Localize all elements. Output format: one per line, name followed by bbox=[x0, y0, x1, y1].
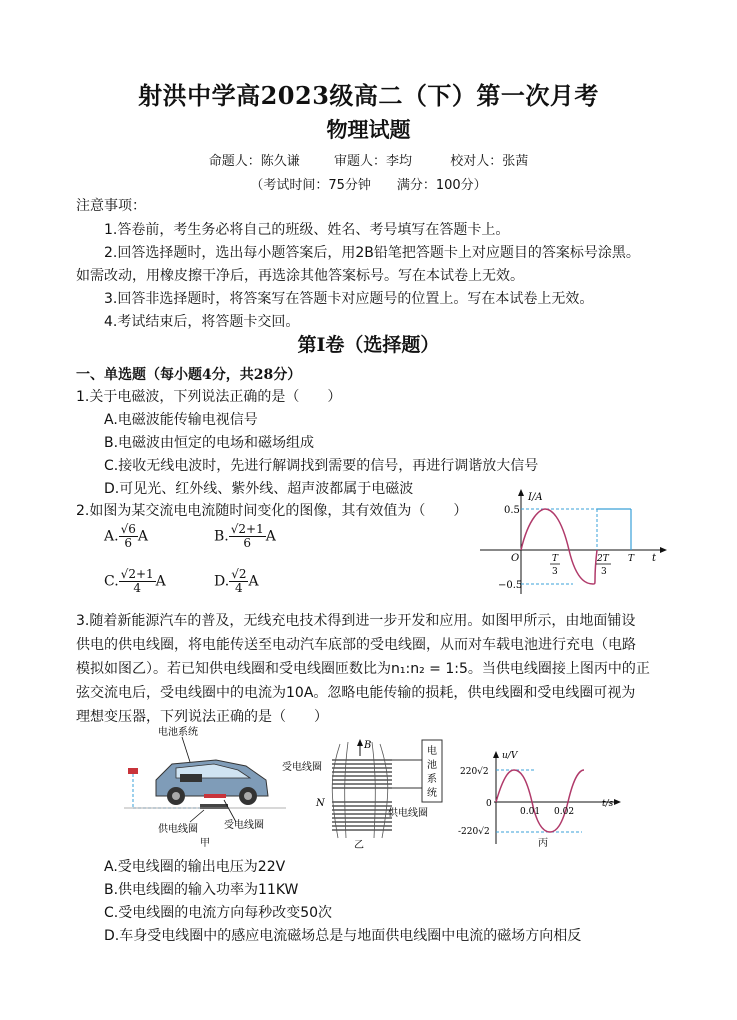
q2-stem: 2.如图为某交流电电流随时间变化的图像，其有效值为（ ） bbox=[76, 503, 468, 519]
bing-caption: 丙 bbox=[538, 838, 548, 849]
jia-receive-coil bbox=[204, 794, 226, 798]
q1-option-b: B.电磁波由恒定的电场和磁场组成 bbox=[104, 435, 315, 451]
bing-xlabel: t/s bbox=[602, 799, 614, 809]
q2-b-num: √2+1 bbox=[230, 522, 264, 536]
yi-battery-char-3: 系 bbox=[427, 774, 437, 785]
exam-title: 射洪中学高2023级高二（下）第一次月考 bbox=[138, 81, 599, 110]
q2-a-unit: A bbox=[137, 528, 148, 545]
jia-battery-leader bbox=[182, 737, 190, 762]
q2-a-den: 6 bbox=[124, 536, 133, 550]
yi-receive-label: 受电线圈 bbox=[282, 762, 322, 773]
yi-receive-coil bbox=[332, 760, 392, 788]
jia-battery-label: 电池系统 bbox=[158, 727, 198, 738]
q2-y-bottom: −0.5 bbox=[498, 580, 523, 591]
q2-a-fraction bbox=[119, 523, 138, 550]
part-label: 一、单选题 bbox=[76, 367, 146, 383]
q2-b-den: 6 bbox=[243, 536, 252, 550]
staff-reviewer: 审题人：李均 bbox=[333, 154, 412, 169]
q2-sine-curve bbox=[521, 509, 597, 584]
part-note: （每小题4分，共28分） bbox=[146, 367, 302, 383]
q2-d-num: √2 bbox=[231, 567, 247, 581]
staff-setter: 命题人：陈久谦 bbox=[208, 154, 300, 169]
q2-d-fraction bbox=[229, 568, 248, 595]
q3-stem-2: 供电的供电线圈，将电能传送至电动汽车底部的受电线圈，从而对车载电池进行充电（电路 bbox=[76, 637, 636, 653]
yi-n-label: N bbox=[316, 798, 325, 809]
notice-line-2: 2.回答选择题时，选出每小题答案后，用2B铅笔把答题卡上对应题目的答案标号涂黑。 bbox=[104, 245, 640, 261]
yi-battery-char-2: 池 bbox=[427, 760, 437, 771]
jia-supply-label: 供电线圈 bbox=[158, 824, 198, 835]
bing-sine bbox=[496, 770, 584, 832]
q2-t2-den: 3 bbox=[601, 567, 607, 577]
q3-option-a: A.受电线圈的输出电压为22V bbox=[104, 859, 286, 875]
q2-c-den: 4 bbox=[133, 581, 141, 595]
q2-xlabel: t bbox=[652, 553, 657, 564]
q2-c-unit: A bbox=[155, 573, 166, 590]
q3-stem-3: 模拟如图乙）。若已知供电线圈和受电线圈匝数比为n₁:n₂ = 1:5。当供电线圈接上图丙中的正 bbox=[76, 661, 650, 677]
jia-car-battery bbox=[180, 774, 202, 782]
notice-line-2b: 如需改动，用橡皮擦干净后，再选涂其他答案标号。写在本试卷上无效。 bbox=[76, 268, 524, 284]
q2-option-d bbox=[214, 568, 259, 595]
q2-y-top: 0.5 bbox=[504, 505, 520, 516]
bing-ylabel: u/V bbox=[502, 751, 518, 761]
q1-option-d: D.可见光、红外线、紫外线、超声波都属于电磁波 bbox=[104, 481, 414, 497]
q2-option-c bbox=[104, 568, 166, 595]
q2-b-label: B. bbox=[214, 528, 229, 545]
q3-figure-jia bbox=[120, 722, 290, 850]
q2-d-den: 4 bbox=[235, 581, 243, 595]
yi-battery-char-4: 统 bbox=[427, 788, 437, 799]
jia-supply-leader bbox=[190, 810, 204, 822]
q2-t1-num: T bbox=[552, 554, 559, 564]
staff-proofreader: 校对人：张茜 bbox=[450, 154, 529, 169]
q3-figure-bing bbox=[454, 744, 624, 850]
q3-option-c: C.受电线圈的电流方向每秒改变50次 bbox=[104, 905, 333, 921]
yi-supply-label: 供电线圈 bbox=[388, 808, 428, 819]
jia-caption: 甲 bbox=[200, 838, 210, 849]
yi-supply-coil bbox=[332, 802, 392, 830]
q2-ylabel: I/A bbox=[528, 492, 543, 503]
exam-subtitle: 物理试题 bbox=[326, 117, 411, 142]
q2-c-fraction bbox=[119, 568, 156, 595]
section-title: 第Ⅰ卷（选择题） bbox=[297, 334, 440, 356]
exam-info: （考试时间：75分钟 满分：100分） bbox=[250, 178, 487, 193]
part-heading bbox=[76, 364, 301, 384]
q3-figure-yi bbox=[282, 734, 450, 851]
jia-hub-back bbox=[244, 792, 252, 800]
q3-option-d: D.车身受电线圈中的感应电流磁场总是与地面供电线圈中电流的磁场方向相反 bbox=[104, 928, 582, 944]
q2-d-unit: A bbox=[248, 573, 259, 590]
notice-line-3: 3.回答非选择题时，将答案写在答题卡对应题号的位置上。写在本试卷上无效。 bbox=[104, 291, 594, 307]
q2-t2-num: 2T bbox=[597, 554, 609, 564]
q2-t3: T bbox=[628, 554, 635, 564]
yi-b-label: B bbox=[364, 740, 372, 751]
q2-option-a bbox=[104, 523, 148, 550]
q1-option-c: C.接收无线电波时，先进行解调找到需要的信号，再进行调谐放大信号 bbox=[104, 458, 539, 474]
yi-field-lines bbox=[332, 742, 388, 838]
notice-line-1: 1.答卷前，考生务必将自己的班级、姓名、考号填写在答题卡上。 bbox=[104, 222, 510, 238]
jia-receive-leader bbox=[224, 800, 236, 822]
notice-line-4: 4.考试结束后，将答题卡交回。 bbox=[104, 314, 300, 330]
q1-option-a: A.电磁波能传输电视信号 bbox=[104, 412, 258, 428]
q3-option-b: B.供电线圈的输入功率为11KW bbox=[104, 882, 299, 898]
q2-origin: O bbox=[511, 553, 520, 564]
q2-c-label: C. bbox=[104, 573, 119, 590]
q2-option-b bbox=[214, 523, 276, 550]
jia-pole-marker bbox=[128, 768, 138, 774]
bing-x2: 0.02 bbox=[554, 807, 575, 817]
q3-stem-1: 3.随着新能源汽车的普及，无线充电技术得到进一步开发和应用。如图甲所示，由地面铺设 bbox=[76, 613, 636, 629]
bing-origin: 0 bbox=[486, 799, 492, 809]
bing-y-top: 220√2 bbox=[460, 767, 489, 777]
q2-a-num: √6 bbox=[120, 522, 136, 536]
q2-b-fraction bbox=[229, 523, 266, 550]
q3-stem-5: 理想变压器，下列说法正确的是（ ） bbox=[76, 709, 328, 725]
jia-receive-label: 受电线圈 bbox=[224, 820, 264, 831]
q3-stem-4: 弦交流电后，受电线圈中的电流为10A。忽略电能传输的损耗，供电线圈和受电线圈可视为 bbox=[76, 685, 636, 701]
jia-hub-front bbox=[172, 792, 180, 800]
staff-line bbox=[0, 150, 737, 169]
bing-x1: 0.01 bbox=[520, 807, 541, 817]
q2-c-num: √2+1 bbox=[120, 567, 154, 581]
q2-d-label: D. bbox=[214, 573, 230, 590]
q2-b-unit: A bbox=[265, 528, 276, 545]
yi-battery-char-1: 电 bbox=[427, 746, 437, 757]
bing-y-bottom: -220√2 bbox=[458, 827, 490, 837]
q2-current-graph bbox=[476, 486, 672, 598]
notice-heading: 注意事项： bbox=[76, 198, 146, 214]
q1-stem: 1.关于电磁波，下列说法正确的是（ ） bbox=[76, 389, 342, 405]
q2-t1-den: 3 bbox=[552, 567, 558, 577]
q2-a-label: A. bbox=[104, 528, 119, 545]
yi-caption: 乙 bbox=[354, 840, 364, 851]
